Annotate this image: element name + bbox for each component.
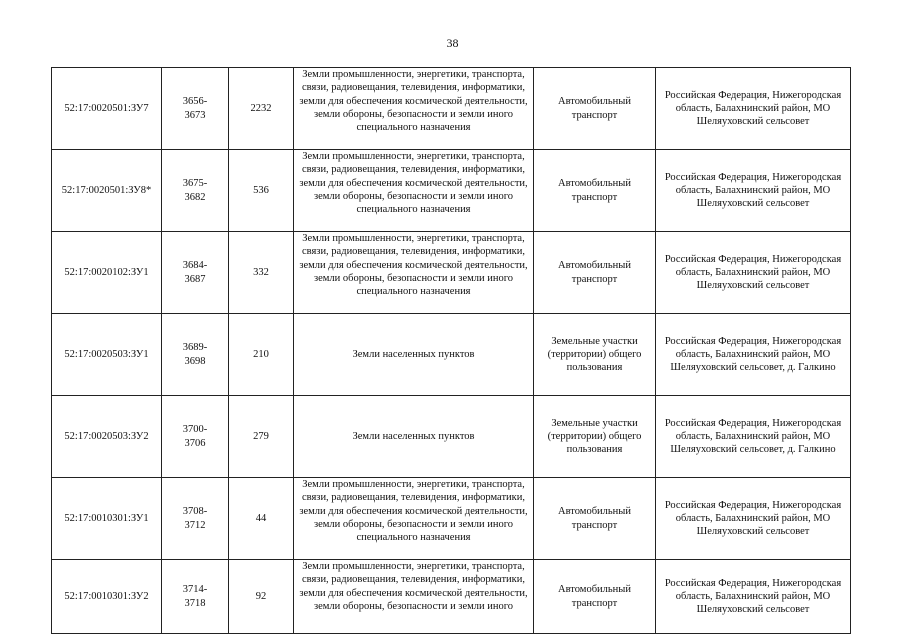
cadastral-number-cell: 52:17:0020503:ЗУ1 bbox=[52, 314, 162, 396]
land-plots-table bbox=[51, 67, 851, 634]
table-row bbox=[52, 232, 851, 314]
boundary-points-cell: 3684- 3687 bbox=[162, 232, 229, 314]
cadastral-number-cell: 52:17:0020501:ЗУ7 bbox=[52, 68, 162, 150]
location-cell: Российская Федерация, Нижегородская область, Балахнинский район, МО Шеляуховский сельсовет, д. Галкино bbox=[656, 314, 851, 396]
land-category-cell: Земли промышленности, энергетики, транспорта, связи, радиовещания, телевидения, информатики, земли для обеспечения космической деятельности, земли обороны, безопасности и земли иного специального назначения bbox=[294, 150, 534, 232]
location-cell: Российская Федерация, Нижегородская область, Балахнинский район, МО Шеляуховский сельсовет bbox=[656, 150, 851, 232]
permitted-use-cell: Автомобильный транспорт bbox=[534, 560, 656, 634]
location-cell: Российская Федерация, Нижегородская область, Балахнинский район, МО Шеляуховский сельсовет bbox=[656, 68, 851, 150]
area-cell: 2232 bbox=[229, 68, 294, 150]
location-cell: Российская Федерация, Нижегородская область, Балахнинский район, МО Шеляуховский сельсовет, д. Галкино bbox=[656, 396, 851, 478]
area-cell: 332 bbox=[229, 232, 294, 314]
location-cell: Российская Федерация, Нижегородская область, Балахнинский район, МО Шеляуховский сельсовет bbox=[656, 478, 851, 560]
land-category-cell: Земли промышленности, энергетики, транспорта, связи, радиовещания, телевидения, информатики, земли для обеспечения космической деятельности, земли обороны, безопасности и земли иного специального назначения bbox=[294, 232, 534, 314]
permitted-use-cell: Земельные участки (территории) общего пользования bbox=[534, 314, 656, 396]
permitted-use-cell: Автомобильный транспорт bbox=[534, 232, 656, 314]
permitted-use-cell: Автомобильный транспорт bbox=[534, 150, 656, 232]
cadastral-number-cell: 52:17:0010301:ЗУ1 bbox=[52, 478, 162, 560]
land-plots-table-container bbox=[51, 67, 850, 616]
area-cell: 279 bbox=[229, 396, 294, 478]
boundary-points-cell: 3708- 3712 bbox=[162, 478, 229, 560]
permitted-use-cell: Автомобильный транспорт bbox=[534, 68, 656, 150]
boundary-points-cell: 3700- 3706 bbox=[162, 396, 229, 478]
area-cell: 44 bbox=[229, 478, 294, 560]
table-row bbox=[52, 396, 851, 478]
boundary-points-cell: 3656- 3673 bbox=[162, 68, 229, 150]
table-row bbox=[52, 478, 851, 560]
page-number: 38 bbox=[446, 36, 459, 50]
land-category-cell: Земли промышленности, энергетики, транспорта, связи, радиовещания, телевидения, информатики, земли для обеспечения космической деятельности, земли обороны, безопасности и земли иного bbox=[294, 560, 534, 634]
land-category-cell: Земли населенных пунктов bbox=[294, 396, 534, 478]
table-row bbox=[52, 68, 851, 150]
table-row bbox=[52, 150, 851, 232]
boundary-points-cell: 3689- 3698 bbox=[162, 314, 229, 396]
permitted-use-cell: Земельные участки (территории) общего пользования bbox=[534, 396, 656, 478]
cadastral-number-cell: 52:17:0020503:ЗУ2 bbox=[52, 396, 162, 478]
area-cell: 210 bbox=[229, 314, 294, 396]
land-category-cell: Земли промышленности, энергетики, транспорта, связи, радиовещания, телевидения, информатики, земли для обеспечения космической деятельности, земли обороны, безопасности и земли иного специального назначения bbox=[294, 478, 534, 560]
permitted-use-cell: Автомобильный транспорт bbox=[534, 478, 656, 560]
table-body bbox=[52, 68, 851, 634]
land-category-cell: Земли промышленности, энергетики, транспорта, связи, радиовещания, телевидения, информатики, земли для обеспечения космической деятельности, земли обороны, безопасности и земли иного специального назначения bbox=[294, 68, 534, 150]
cadastral-number-cell: 52:17:0020501:ЗУ8* bbox=[52, 150, 162, 232]
area-cell: 536 bbox=[229, 150, 294, 232]
table-row bbox=[52, 314, 851, 396]
land-category-cell: Земли населенных пунктов bbox=[294, 314, 534, 396]
cadastral-number-cell: 52:17:0020102:ЗУ1 bbox=[52, 232, 162, 314]
table-row bbox=[52, 560, 851, 634]
area-cell: 92 bbox=[229, 560, 294, 634]
boundary-points-cell: 3675- 3682 bbox=[162, 150, 229, 232]
location-cell: Российская Федерация, Нижегородская область, Балахнинский район, МО Шеляуховский сельсовет bbox=[656, 560, 851, 634]
cadastral-number-cell: 52:17:0010301:ЗУ2 bbox=[52, 560, 162, 634]
location-cell: Российская Федерация, Нижегородская область, Балахнинский район, МО Шеляуховский сельсовет bbox=[656, 232, 851, 314]
boundary-points-cell: 3714- 3718 bbox=[162, 560, 229, 634]
